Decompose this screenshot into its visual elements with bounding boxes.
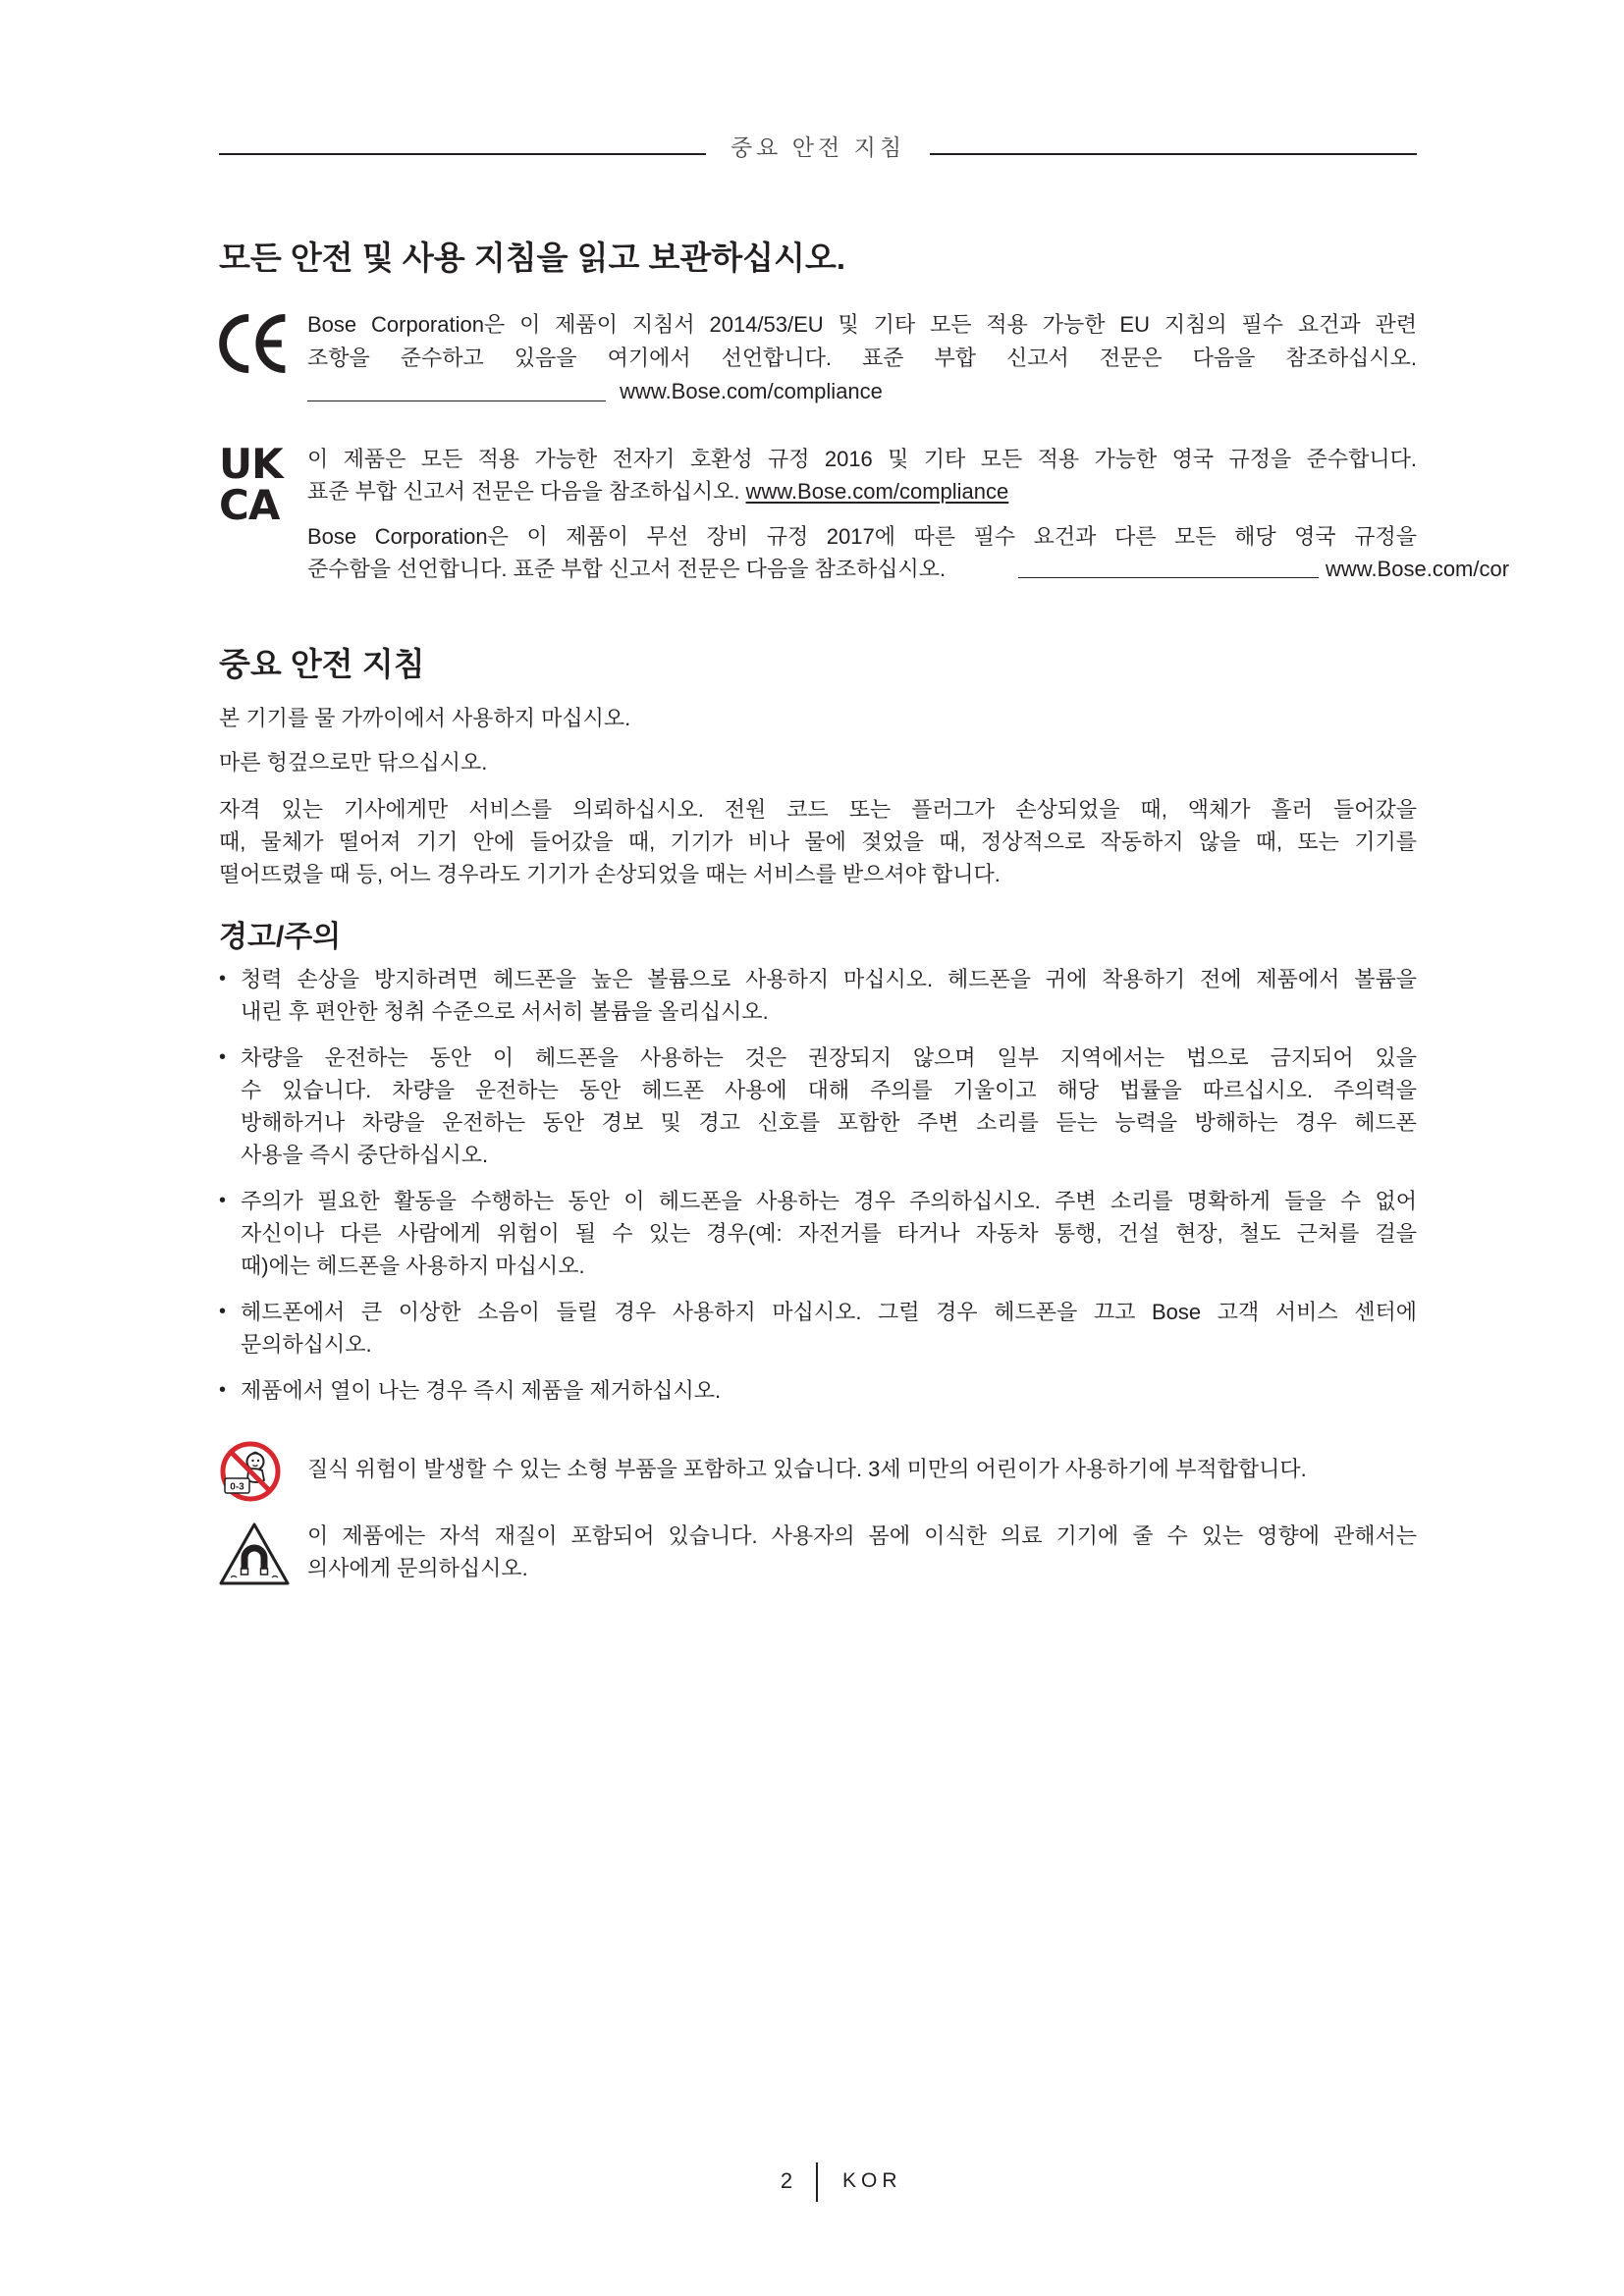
ukca-radio-compliance-url[interactable]: www.Bose.com/cor (1326, 557, 1510, 581)
warning-line: 방해하거나 차량을 운전하는 동안 경보 및 경고 신호를 포함한 주변 소리를 듣는 능력을 방해하는 경우 헤드폰 (241, 1110, 1417, 1135)
ukca-mark-top: UK (219, 440, 283, 488)
safety-paragraph (219, 746, 1417, 778)
bullet-mark: • (219, 1379, 227, 1401)
safety-paragraph (219, 793, 1417, 890)
header-rule-left (219, 153, 706, 155)
ce-line: Bose Corporation은 이 제품이 지침서 2014/53/EU 및 기타 모든 적용 가능한 EU 지침의 필수 요건과 관련 (307, 312, 1417, 337)
age-label: 0-3 (230, 1481, 244, 1493)
ukca-radio-url-line (307, 553, 1510, 585)
notice-line: 의사에게 문의하십시오. (307, 1556, 528, 1580)
warning-line: 자신이나 다른 사람에게 위험이 될 수 있는 경우(예: 자전거를 타거나 자동차 통행, 건설 현장, 철도 근처를 걸을 (241, 1221, 1417, 1246)
page-title: 모든 안전 및 사용 지침을 읽고 보관하십시오. (219, 240, 845, 276)
warning-line: 헤드폰에서 큰 이상한 소음이 들릴 경우 사용하지 마십시오. 그럴 경우 헤드폰을 끄고 Bose 고객 서비스 센터에 (241, 1300, 1417, 1324)
blank-underline (1018, 576, 1319, 578)
paragraph-line: 자격 있는 기사에게만 서비스를 의뢰하십시오. 전원 코드 또는 플러그가 손상되었을 때, 액체가 흘러 들어갔을 (219, 797, 1417, 822)
warning-line: 내린 후 편안한 청취 수준으로 서서히 볼륨을 올리십시오. (241, 999, 769, 1024)
notice-line: 질식 위험이 발생할 수 있는 소형 부품을 포함하고 있습니다. 3세 미만의 어린이가 사용하기에 부적합합니다. (307, 1457, 1307, 1481)
ukca-emc-url-line (307, 475, 1417, 507)
ukca-mark-bottom: CA (219, 481, 280, 529)
ukca-radio-line: Bose Corporation은 이 제품이 무선 장비 규정 2017에 따른 필수 요건과 다른 모든 해당 영국 규정을 (307, 524, 1417, 549)
ukca-emc-line: 이 제품은 모든 적용 가능한 전자기 호환성 규정 2016 및 기타 모든 적용 가능한 영국 규정을 준수합니다. (307, 447, 1417, 471)
warning-line: 주의가 필요한 활동을 수행하는 동안 이 헤드폰을 사용하는 경우 주의하십시오. 주변 소리를 명확하게 들을 수 없어 (241, 1189, 1417, 1213)
language-code: KOR (842, 2169, 902, 2192)
ukca-emc-compliance-url[interactable]: www.Bose.com/compliance (745, 479, 1009, 504)
warning-item (219, 1185, 1417, 1282)
warning-line: 사용을 즉시 중단하십시오. (241, 1143, 489, 1167)
warnings-list (219, 963, 1417, 1420)
safety-heading: 중요 안전 지침 (219, 646, 425, 682)
warning-line: 문의하십시오. (241, 1332, 372, 1357)
header-rule-right (930, 153, 1417, 155)
paragraph-line: 떨어뜨렸을 때 등, 어느 경우라도 기기가 손상되었을 때는 서비스를 받으셔야 합니다. (219, 862, 1001, 886)
warning-item (219, 1041, 1417, 1171)
warning-item (219, 1374, 1417, 1407)
ukca-mark-icon (219, 440, 292, 529)
ukca-emc-line: 표준 부합 신고서 전문은 다음을 참조하십시오. (307, 479, 740, 504)
bullet-mark: • (219, 968, 227, 989)
blank-underline (307, 400, 606, 401)
page-number: 2 (780, 2168, 793, 2193)
ce-mark-icon (219, 314, 288, 373)
paragraph-line: 때, 물체가 떨어져 기기 안에 들어갔을 때, 기기가 비나 물에 젖었을 때, 정상적으로 작동하지 않을 때, 또는 기기를 (219, 829, 1417, 854)
bullet-mark: • (219, 1190, 227, 1211)
ukca-radio-line: 준수함을 선언합니다. 표준 부합 신고서 전문은 다음을 참조하십시오. (307, 557, 947, 581)
ce-line: 조항을 준수하고 있음을 여기에서 선언합니다. 표준 부합 신고서 전문은 다음을 참조하십시오. (307, 346, 1417, 370)
warning-item (219, 963, 1417, 1028)
warnings-heading: 경고/주의 (219, 921, 342, 953)
footer-divider (816, 2163, 818, 2202)
warning-line: 수 있습니다. 차량을 운전하는 동안 헤드폰 사용에 대해 주의를 기울이고 해당 법률을 따르십시오. 주의력을 (241, 1078, 1417, 1102)
ukca-emc-declaration (307, 443, 1417, 507)
ukca-radio-declaration (307, 520, 1510, 585)
warning-line: 때)에는 헤드폰을 사용하지 마십시오. (241, 1254, 585, 1278)
paragraph-line: 마른 헝겊으로만 닦으십시오. (219, 750, 488, 774)
magnet-notice (307, 1520, 1417, 1584)
bullet-mark: • (219, 1046, 227, 1068)
warning-line: 제품에서 열이 나는 경우 즉시 제품을 제거하십시오. (241, 1378, 722, 1403)
ce-compliance-url[interactable]: www.Bose.com/compliance (620, 379, 883, 403)
magnet-warning-icon (219, 1521, 290, 1587)
choking-hazard-icon (219, 1439, 282, 1504)
running-header-title: 중요 안전 지침 (730, 134, 906, 160)
bullet-mark: • (219, 1301, 227, 1322)
notice-line: 이 제품에는 자석 재질이 포함되어 있습니다. 사용자의 몸에 이식한 의료 기기에 줄 수 있는 영향에 관해서는 (307, 1523, 1417, 1548)
warning-line: 차량을 운전하는 동안 이 헤드폰을 사용하는 것은 권장되지 않으며 일부 지역에서는 법으로 금지되어 있을 (241, 1045, 1417, 1070)
safety-paragraph (219, 702, 1417, 734)
choking-hazard-notice (307, 1453, 1417, 1485)
warning-line: 청력 손상을 방지하려면 헤드폰을 높은 볼륨으로 사용하지 마십시오. 헤드폰을 귀에 착용하기 전에 제품에서 볼륨을 (241, 967, 1417, 991)
paragraph-line: 본 기기를 물 가까이에서 사용하지 마십시오. (219, 706, 631, 730)
ce-declaration (307, 308, 1417, 408)
warning-item (219, 1296, 1417, 1361)
ce-url-line (307, 375, 1417, 408)
